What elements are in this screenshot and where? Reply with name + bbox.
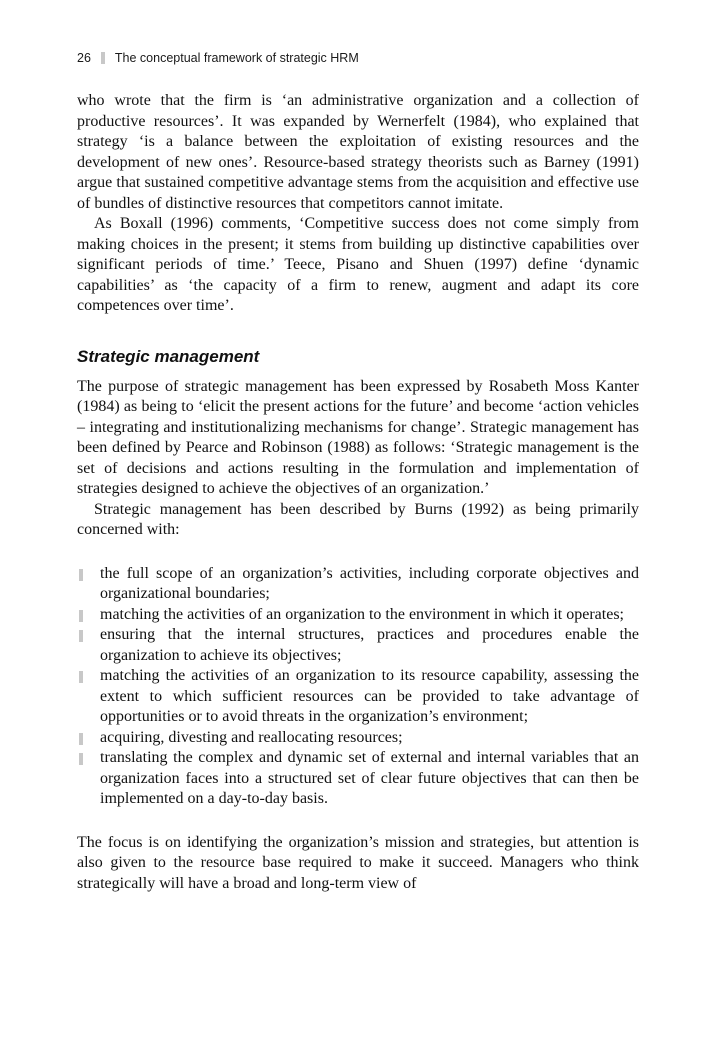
bullet-marker xyxy=(79,733,83,745)
bullet-marker xyxy=(79,630,83,642)
bullet-marker xyxy=(79,610,83,622)
bullet-marker xyxy=(79,753,83,765)
list-item: matching the activities of an organization to its resource capability, assessing the extent to which sufficient resources can be provided to take advantage of opportunities or to avoid threats in the organization’s environment; xyxy=(77,666,639,728)
list-item: translating the complex and dynamic set of external and internal variables that an organization faces into a structured set of clear future objectives that can then be implemented on a day-to-day basis. xyxy=(77,748,639,810)
paragraph-intro-2: As Boxall (1996) comments, ‘Competitive success does not come simply from making choices in the present; it stems from building up distinctive capabilities over significant periods of time.’ Teece, Pisano and Shuen (1997) define ‘dynamic capabilities’ as ‘the capacity of a firm to renew, augment and adapt its core competences over time’. xyxy=(77,215,639,314)
list-item: acquiring, divesting and reallocating resources; xyxy=(77,728,639,749)
paragraph-intro-1: who wrote that the firm is ‘an administrative organization and a collection of productive resources’. It was expanded by Wernerfelt (1984), who explained that strategy ‘is a balance between the exploitation of existing resources and the development of new ones’. Resource-based strategy theorists such as Barney (1991) argue that sustained competitive advantage stems from the acquisition and effective use of bundles of distinctive resources that competitors cannot imitate. xyxy=(77,92,639,212)
bullet-list xyxy=(77,564,639,810)
section-heading: Strategic management xyxy=(77,346,260,366)
paragraph-section-2: Strategic management has been described by Burns (1992) as being primarily concerned with: xyxy=(77,500,639,538)
running-title: The conceptual framework of strategic HRM xyxy=(114,51,359,65)
running-head xyxy=(77,46,639,70)
bullet-marker xyxy=(79,671,83,683)
paragraph-closing: The focus is on identifying the organization’s mission and strategies, but attention is also given to the resource base required to make it succeed. Managers who think strategically will have a broad and long-term view of xyxy=(77,833,639,892)
book-page xyxy=(77,46,639,894)
bullet-marker xyxy=(79,569,83,581)
paragraph-section-1: The purpose of strategic management has been expressed by Rosabeth Moss Kanter (1984) as being to ‘elicit the present actions for the future’ and become ‘action vehicles – integrating and institutionalizing mechanisms for change’. Strategic management has been defined by Pearce and Robinson (1988) as follows: ‘Strategic management is the set of decisions and actions resulting in the formulation and implementation of strategies designed to achieve the objectives of an organization.’ xyxy=(77,377,639,497)
list-item: matching the activities of an organization to the environment in which it operates; xyxy=(77,605,639,626)
list-item: ensuring that the internal structures, practices and procedures enable the organization to achieve its objectives; xyxy=(77,625,639,666)
page-number: 26 xyxy=(77,51,91,65)
header-separator xyxy=(101,52,105,64)
list-item: the full scope of an organization’s activities, including corporate objectives and organizational boundaries; xyxy=(77,564,639,605)
